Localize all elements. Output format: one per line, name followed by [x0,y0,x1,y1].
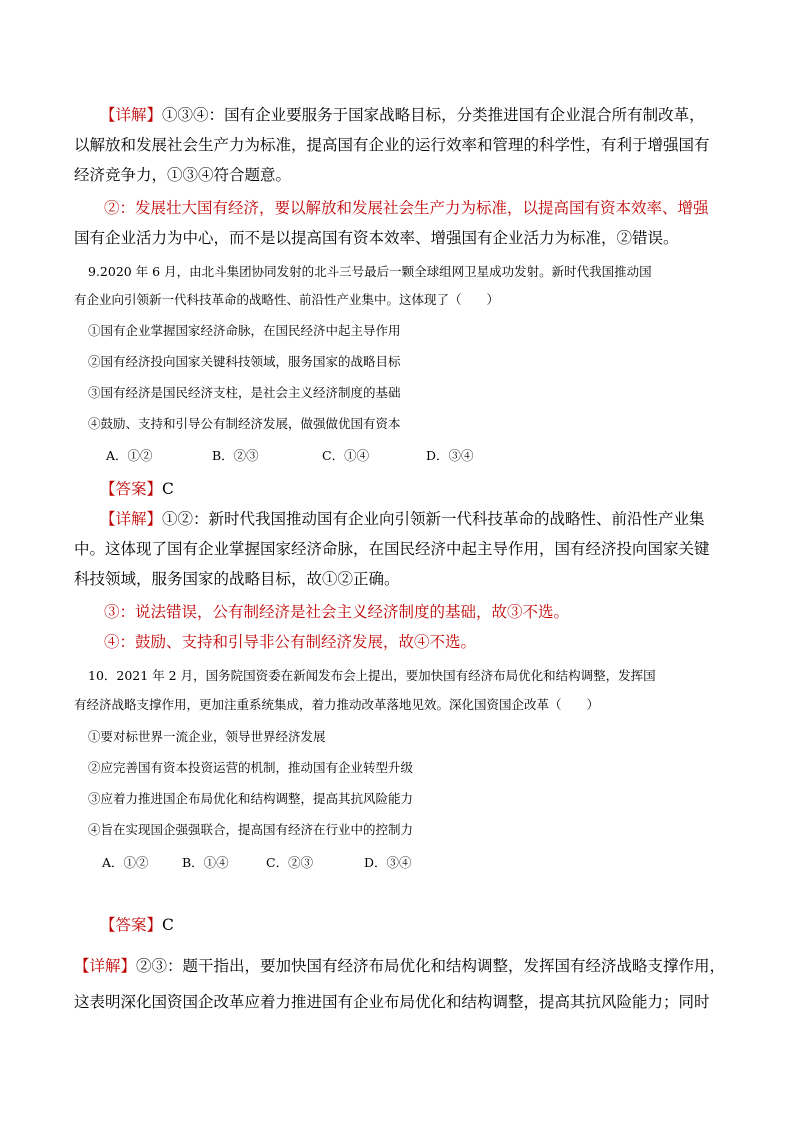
q8-detail-line-3: 经济竞争力，①③④符合题意。 [74,166,292,184]
q10-item-2: ②应完善国有资本投资运营的机制，推动国有企业转型升级 [88,760,414,775]
q10-item-4: ④旨在实现国企强强联合，提高国有经济在行业中的控制力 [88,822,414,837]
q9-options [106,446,474,464]
q9-detail-lead: ①②： [162,510,209,528]
q10-answer-value: C [162,916,174,934]
q8-detail-line-5: 国有企业活力为中心，而不是以提高国有资本效率、增强国有企业活力为标准，②错误。 [74,229,679,247]
q9-item-3: ③国有经济是国民经济支柱，是社会主义经济制度的基础 [88,385,401,400]
q9-detail-line-5: ④：鼓励、支持和引导非公有制经济发展，故④不选。 [104,633,477,651]
q9-option-d[interactable]: D．③④ [426,448,474,463]
q9-detail-tag: 【详解】 [100,510,163,528]
q10-answer [100,913,174,935]
q8-detail-line-2: 以解放和发展社会生产力为标准，提高国有企业的运行效率和管理的科学性，有利于增强国有 [74,136,710,154]
q10-option-a[interactable]: A．①② [102,855,149,870]
q8-detail-line-1 [100,103,705,125]
q10-detail-tag: 【详解】 [74,957,137,975]
q9-answer [100,477,174,499]
q10-detail-text-1: 题干指出，要加快国有经济布局优化和结构调整，发挥国有经济战略支撑作用， [182,957,726,975]
q10-detail-lead: ②③： [136,957,183,975]
q9-stem-line-1: 9.2020 年 6 月，由北斗集团协同发射的北斗三号最后一颗全球组网卫星成功发射。新时代我国推动国 [88,264,652,279]
q10-stem-line-2: 有经济战略支撑作用，更加注重系统集成，着力推动改革落地见效。深化国资国企改革（ ） [74,697,600,712]
q9-option-c[interactable]: C．①④ [322,448,370,463]
q9-detail-text-1: 新时代我国推动国有企业向引领新一代科技革命的战略性、前沿性产业集 [208,510,705,528]
q10-option-c[interactable]: C．②③ [266,855,314,870]
q9-item-4: ④鼓励、支持和引导公有制经济发展，做强做优国有资本 [88,416,401,431]
q8-detail-line-4: ②：发展壮大国有经济，要以解放和发展社会生产力为标准，以提高国有资本效率、增强 [104,199,709,217]
q9-stem-line-2: 有企业向引领新一代科技革命的战略性、前沿性产业集中。这体现了（ ） [74,292,500,307]
q8-detail-lead: ①③④： [162,106,225,124]
q10-item-3: ③应着力推进国企布局优化和结构调整，提高其抗风险能力 [88,791,414,806]
q10-options [102,853,412,871]
q10-option-d[interactable]: D．③④ [364,855,412,870]
q9-answer-tag: 【答案】 [100,480,163,498]
q10-option-b[interactable]: B．①④ [182,855,229,870]
q9-answer-value: C [162,480,174,498]
q9-detail-line-3: 科技领域，服务国家的战略目标，故①②正确。 [74,570,400,588]
q8-detail-tag: 【详解】 [100,106,163,124]
q9-detail-line-4: ③：说法错误，公有制经济是社会主义经济制度的基础，故③不选。 [104,603,570,621]
q9-detail-line-2: 中。这体现了国有企业掌握国家经济命脉，在国民经济中起主导作用，国有经济投向国家关键 [74,540,710,558]
q9-option-a[interactable]: A．①② [106,448,153,463]
q9-item-2: ②国有经济投向国家关键科技领域，服务国家的战略目标 [88,354,401,369]
q10-stem-line-1: 10．2021 年 2 月，国务院国资委在新闻发布会上提出，要加快国有经济布局优化和结构调整，发挥国 [88,668,656,683]
q10-answer-tag: 【答案】 [100,916,163,934]
q9-detail-line-1 [100,507,705,529]
q10-detail-line-2: 这表明深化国资国企改革应着力推进国有企业布局优化和结构调整，提高其抗风险能力；同时 [74,993,710,1011]
q8-detail-text-1: 国有企业要服务于国家战略目标，分类推进国有企业混合所有制改革， [224,106,705,124]
q10-item-1: ①要对标世界一流企业，领导世界经济发展 [88,729,326,744]
q10-detail-line-1 [74,954,725,976]
q9-option-b[interactable]: B．②③ [212,448,259,463]
q9-item-1: ①国有企业掌握国家经济命脉，在国民经济中起主导作用 [88,323,401,338]
